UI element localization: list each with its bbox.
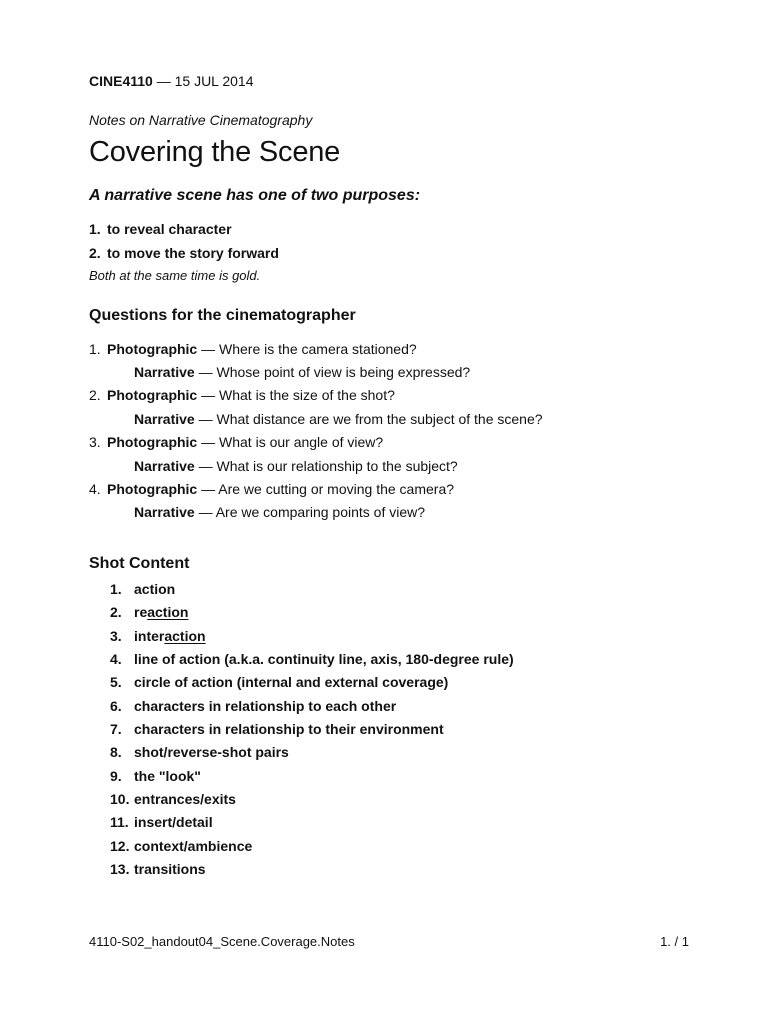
photographic-question: — What is the size of the shot? [197,387,395,403]
shot-text: line of action (a.k.a. continuity line, axis, 180-degree rule) [134,651,514,667]
shot-item [110,861,206,877]
shot-number: 2. [110,604,122,620]
question-number: 2. [89,387,101,403]
purposes-note: Both at the same time is gold. [89,268,261,283]
purpose-number: 2. [89,245,101,261]
shot-number: 8. [110,744,122,760]
shot-number: 6. [110,698,122,714]
shot-item [110,768,201,784]
purpose-number: 1. [89,221,101,237]
photographic-label: Photographic [107,387,198,403]
shot-item [110,744,289,760]
narrative-question: — Whose point of view is being expressed? [194,364,471,380]
shot-number: 3. [110,628,122,644]
question-narrative [134,364,470,380]
shot-item [110,698,396,714]
shot-item [110,604,188,620]
shot-text-underlined: action [147,604,189,620]
shot-content-heading: Shot Content [89,555,190,572]
shot-text: circle of action (internal and external coverage) [134,674,449,690]
shot-item [110,651,514,667]
lead-statement: A narrative scene has one of two purposes: [89,187,421,204]
shot-text: action [134,581,176,597]
question-narrative [134,504,425,520]
question-number: 1. [89,341,101,357]
photographic-question: — Where is the camera stationed? [197,341,417,357]
course-line [89,73,253,89]
shot-text: the "look" [134,768,201,784]
shot-number: 11. [110,814,129,830]
shot-text: characters in relationship to each other [134,698,397,714]
shot-text: entrances/exits [134,791,236,807]
shot-text: transitions [134,861,206,877]
document-subtitle: Notes on Narrative Cinematography [89,112,313,128]
shot-number: 10. [110,791,130,807]
purpose-text: to reveal character [107,221,232,237]
shot-number: 5. [110,674,122,690]
photographic-question: — What is our angle of view? [197,434,384,450]
shot-text: characters in relationship to their environment [134,721,444,737]
shot-item [110,838,252,854]
shot-text-underlined: action [164,628,206,644]
question-number: 4. [89,481,101,497]
course-code: CINE4110 [89,73,153,89]
photographic-label: Photographic [107,434,198,450]
shot-number: 12. [110,838,130,854]
shot-text: shot/reverse-shot pairs [134,744,289,760]
shot-item [110,721,444,737]
narrative-label: Narrative [134,458,195,474]
question-photographic [89,387,395,403]
question-number: 3. [89,434,101,450]
narrative-question: — Are we comparing points of view? [194,504,426,520]
question-photographic [89,481,454,497]
narrative-question: — What distance are we from the subject of the scene? [194,411,543,427]
shot-number: 13. [110,861,130,877]
shot-text: context/ambience [134,838,253,854]
purpose-item [89,221,232,237]
narrative-question: — What is our relationship to the subject? [194,458,458,474]
shot-item [110,791,236,807]
course-date: — 15 JUL 2014 [156,73,254,89]
shot-text: inter [134,628,165,644]
photographic-label: Photographic [107,341,198,357]
shot-number: 4. [110,651,122,667]
shot-item [110,581,175,597]
narrative-label: Narrative [134,504,195,520]
question-narrative [134,458,458,474]
shot-number: 1. [110,581,122,597]
shot-item [110,628,206,644]
questions-heading: Questions for the cinematographer [89,307,356,324]
document-title: Covering the Scene [89,136,341,168]
narrative-label: Narrative [134,364,195,380]
question-photographic [89,434,383,450]
shot-number: 9. [110,768,122,784]
shot-item [110,814,213,830]
purpose-item [89,245,279,261]
document-page [89,0,689,1024]
shot-number: 7. [110,721,122,737]
photographic-label: Photographic [107,481,198,497]
footer-filename: 4110-S02_handout04_Scene.Coverage.Notes [89,934,355,949]
shot-text: re [134,604,148,620]
shot-item [110,674,448,690]
narrative-label: Narrative [134,411,195,427]
question-narrative [134,411,543,427]
photographic-question: — Are we cutting or moving the camera? [197,481,455,497]
page-number: 1. / 1 [660,934,689,949]
question-photographic [89,341,417,357]
shot-text: insert/detail [134,814,213,830]
purpose-text: to move the story forward [107,245,279,261]
